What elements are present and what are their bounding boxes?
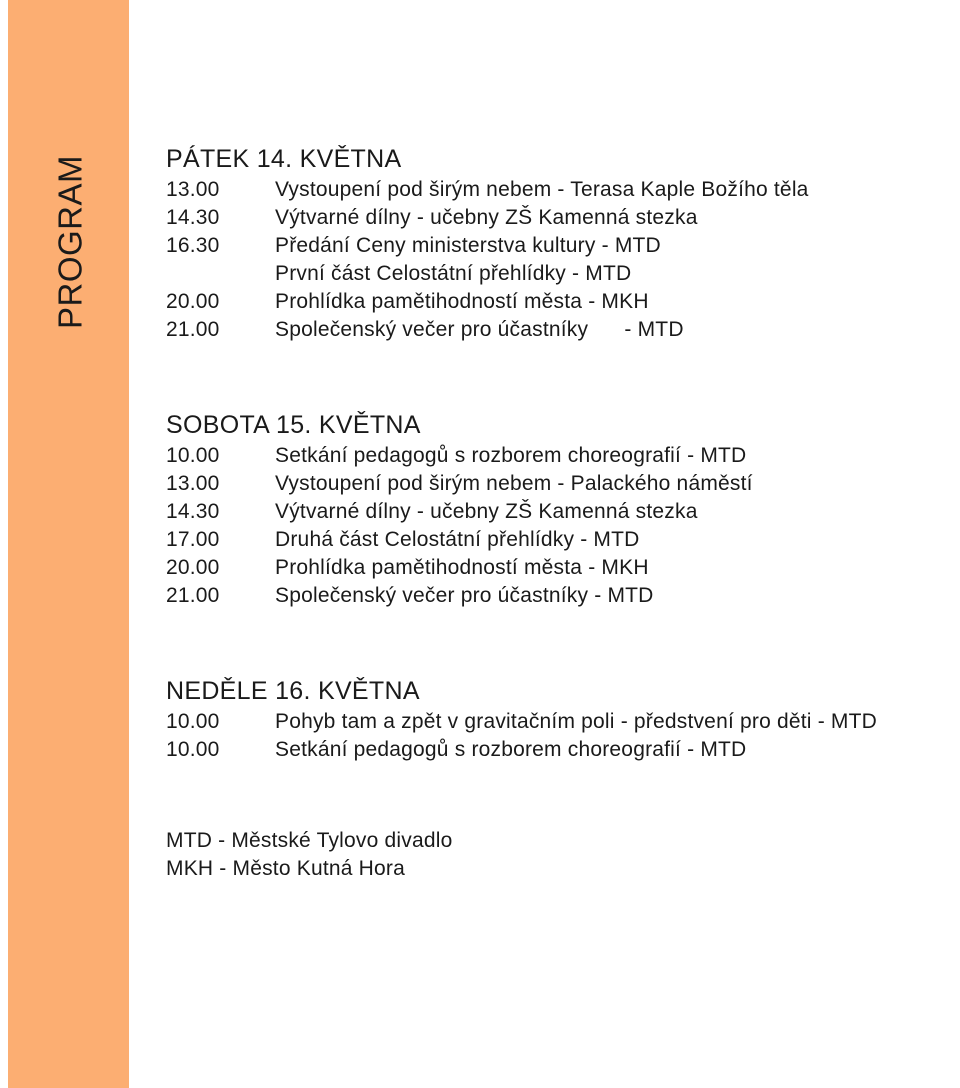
event-description: Vystoupení pod širým nebem - Terasa Kaple Božího těla: [275, 178, 809, 201]
program-row: [166, 736, 956, 764]
day-heading: SOBOTA 15. KVĚTNA: [166, 411, 421, 439]
event-description: Setkání pedagogů s rozborem choreografií - MTD: [275, 738, 747, 761]
sidebar: [8, 0, 129, 1088]
event-time: 20.00: [166, 556, 220, 579]
spacer: [166, 344, 956, 408]
event-time: 13.00: [166, 472, 220, 495]
day-friday: [166, 142, 956, 344]
legend-item: [166, 855, 956, 883]
spacer: [166, 764, 956, 827]
event-description: Setkání pedagogů s rozborem choreografií - MTD: [275, 444, 747, 467]
day-heading: PÁTEK 14. KVĚTNA: [166, 145, 402, 173]
event-description: Pohyb tam a zpět v gravitačním poli - předstvení pro děti - MTD: [275, 710, 878, 733]
legend-item: [166, 827, 956, 855]
program-row: [166, 442, 956, 470]
event-time: 14.30: [166, 206, 220, 229]
event-description: Druhá část Celostátní přehlídky - MTD: [275, 528, 640, 551]
event-time: 21.00: [166, 584, 220, 607]
program-row: [166, 708, 956, 736]
legend-text: MKH - Město Kutná Hora: [166, 857, 405, 880]
program-row: [166, 176, 956, 204]
program-row: [166, 526, 956, 554]
abbreviation-legend: [166, 827, 956, 883]
sidebar-title: PROGRAM: [51, 154, 89, 330]
program-row: [166, 554, 956, 582]
spacer: [166, 610, 956, 674]
program-content: [166, 142, 956, 883]
event-time: 16.30: [166, 234, 220, 257]
event-description: Výtvarné dílny - učebny ZŠ Kamenná stezka: [275, 500, 698, 523]
event-description: Výtvarné dílny - učebny ZŠ Kamenná stezka: [275, 206, 698, 229]
event-description: Společenský večer pro účastníky - MTD: [275, 318, 684, 341]
program-row: [166, 582, 956, 610]
event-time: 10.00: [166, 710, 220, 733]
event-description: Předání Ceny ministerstva kultury - MTD: [275, 234, 661, 257]
event-description: Prohlídka pamětihodností města - MKH: [275, 556, 649, 579]
event-time: [166, 260, 275, 288]
program-row: [166, 260, 956, 288]
event-time: 10.00: [166, 738, 220, 761]
program-row: [166, 498, 956, 526]
legend-text: MTD - Městské Tylovo divadlo: [166, 829, 453, 852]
event-time: 20.00: [166, 290, 220, 313]
event-description: První část Celostátní přehlídky - MTD: [275, 262, 632, 285]
program-row: [166, 288, 956, 316]
event-description: Vystoupení pod širým nebem - Palackého náměstí: [275, 472, 753, 495]
day-sunday: [166, 674, 956, 764]
program-row: [166, 470, 956, 498]
program-row: [166, 232, 956, 260]
event-time: 13.00: [166, 178, 220, 201]
day-saturday: [166, 408, 956, 610]
event-description: Prohlídka pamětihodností města - MKH: [275, 290, 649, 313]
program-row: [166, 204, 956, 232]
event-time: 17.00: [166, 528, 220, 551]
event-time: 21.00: [166, 318, 220, 341]
program-row: [166, 316, 956, 344]
day-heading: NEDĚLE 16. KVĚTNA: [166, 677, 420, 705]
event-time: 10.00: [166, 444, 220, 467]
event-time: 14.30: [166, 500, 220, 523]
event-description: Společenský večer pro účastníky - MTD: [275, 584, 654, 607]
